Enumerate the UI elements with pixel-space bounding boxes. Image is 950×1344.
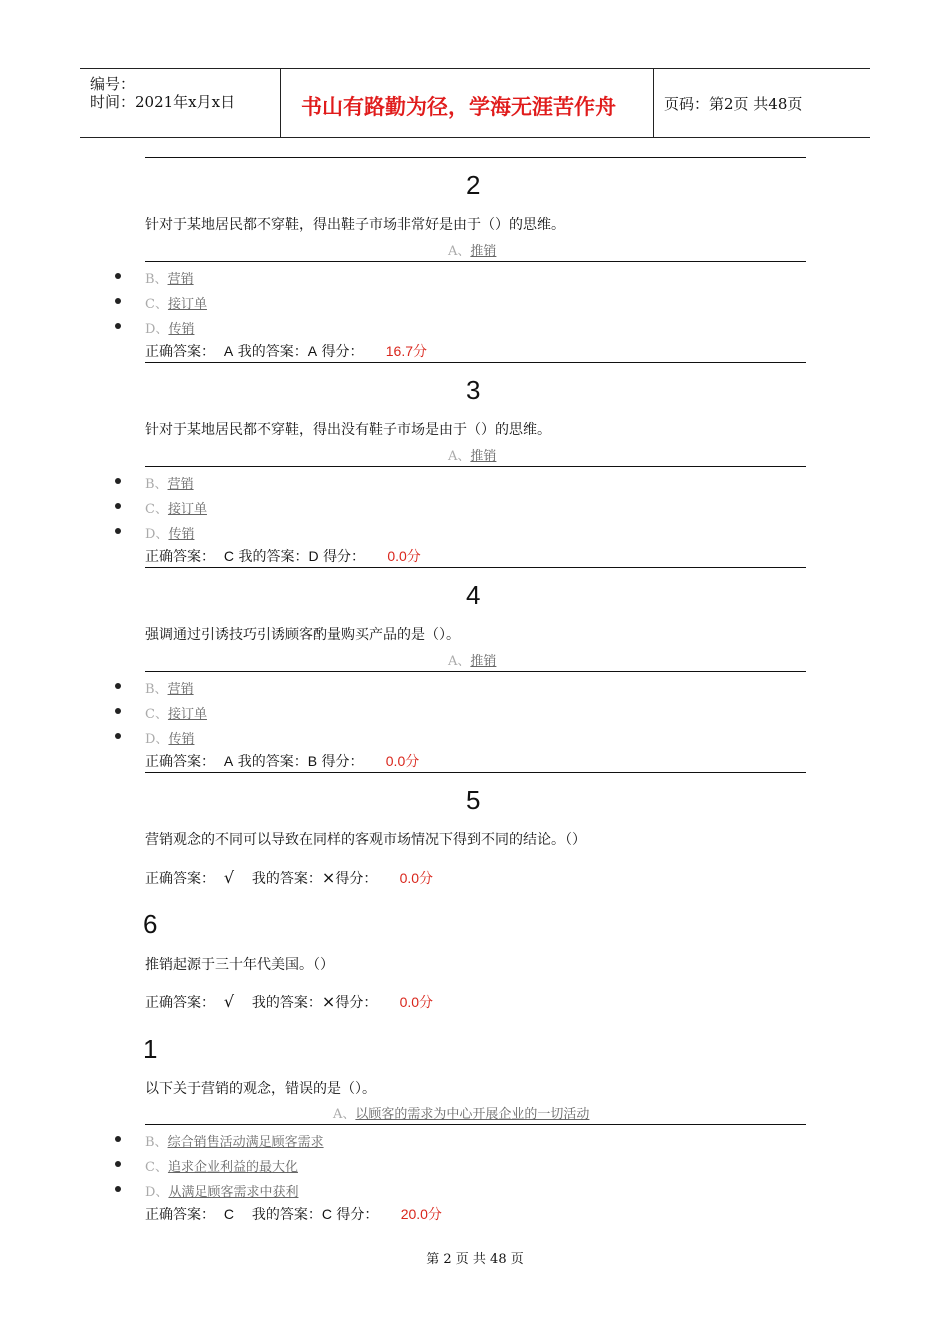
question-number: 3 (466, 375, 481, 405)
my-answer: D (308, 548, 319, 564)
option-d[interactable] (145, 1181, 298, 1200)
bullet (115, 528, 121, 534)
option-d[interactable] (145, 728, 194, 747)
option-text: 接订单 (167, 297, 207, 312)
option-b[interactable] (145, 678, 194, 697)
option-letter: D、 (145, 322, 169, 337)
header-info-cell (80, 69, 281, 137)
question-number: 6 (143, 909, 158, 939)
score-value: 0.0分 (399, 994, 434, 1010)
option-text: 传销 (168, 322, 195, 337)
option-letter: B、 (145, 682, 168, 697)
option-letter: B、 (145, 477, 168, 492)
answer-line (145, 992, 433, 1012)
option-letter: B、 (145, 1135, 168, 1150)
option-letter: A、 (333, 1107, 356, 1122)
option-b[interactable] (145, 268, 194, 287)
bullet (115, 503, 121, 509)
option-text: 追求企业利益的最大化 (167, 1160, 298, 1175)
divider (145, 157, 806, 158)
page-label: 页码：第2页 共48页 (664, 95, 803, 113)
option-letter: C、 (145, 1160, 168, 1175)
correct-answer-label: 正确答案： (145, 871, 215, 887)
option-text: 推销 (470, 449, 497, 464)
option-letter: A、 (448, 654, 471, 669)
correct-answer: A (223, 753, 234, 769)
score-label: 得分： (336, 1207, 379, 1223)
option-d[interactable] (145, 318, 194, 337)
answer-line (145, 1204, 442, 1224)
answer-line (145, 868, 433, 888)
option-text: 接订单 (167, 502, 207, 517)
question-text: 强调通过引诱技巧引诱顾客酌量购买产品的是（）。 (145, 627, 460, 643)
my-answer-label: 我的答案： (238, 549, 309, 565)
correct-answer: √ (223, 992, 235, 1011)
score-value: 0.0分 (385, 753, 420, 769)
option-text: 传销 (168, 527, 195, 542)
correct-answer-label: 正确答案： (145, 1207, 215, 1223)
question-text: 营销观念的不同可以导致在同样的客观市场情况下得到不同的结论。（） (145, 832, 586, 848)
question-text: 以下关于营销的观念，错误的是（）。 (145, 1081, 376, 1097)
page-header (80, 68, 870, 138)
option-letter: D、 (145, 527, 169, 542)
score-value: 0.0分 (387, 548, 421, 564)
option-text: 传销 (168, 732, 195, 747)
option-a[interactable] (448, 445, 496, 464)
option-letter: C、 (145, 707, 168, 722)
score-label: 得分： (323, 549, 366, 565)
option-a[interactable] (448, 240, 496, 259)
bullet (115, 708, 121, 714)
question-number: 1 (143, 1034, 158, 1064)
my-answer-label: 我的答案： (251, 1207, 322, 1223)
score-value: 0.0分 (399, 870, 434, 886)
my-answer: × (321, 992, 336, 1011)
bullet (115, 1186, 121, 1192)
option-b[interactable] (145, 1131, 324, 1150)
option-text: 从满足顾客需求中获利 (168, 1185, 299, 1200)
option-letter: C、 (145, 502, 168, 517)
my-answer-label: 我的答案： (237, 344, 308, 360)
answer-line (145, 751, 419, 771)
correct-answer-label: 正确答案： (145, 754, 215, 770)
answer-line (145, 341, 427, 361)
option-a[interactable] (333, 1103, 589, 1122)
answer-line (145, 546, 421, 566)
option-letter: D、 (145, 732, 169, 747)
correct-answer: A (223, 343, 234, 359)
option-a[interactable] (448, 650, 496, 669)
option-letter: A、 (448, 449, 471, 464)
option-text: 综合销售活动满足顾客需求 (167, 1135, 324, 1150)
bullet (115, 733, 121, 739)
score-label: 得分： (321, 344, 364, 360)
divider (145, 772, 806, 773)
header-page-cell (654, 69, 870, 137)
option-text: 营销 (167, 682, 194, 697)
my-answer: A (307, 343, 318, 359)
score-label: 得分： (335, 871, 378, 887)
question-text: 推销起源于三十年代美国。（） (145, 957, 334, 973)
score-value: 16.7分 (385, 343, 428, 359)
my-answer-label: 我的答案： (237, 754, 308, 770)
option-c[interactable] (145, 703, 207, 722)
score-label: 得分： (335, 995, 378, 1011)
question-text: 针对于某地居民都不穿鞋，得出鞋子市场非常好是由于（）的思维。 (145, 217, 565, 233)
option-c[interactable] (145, 1156, 298, 1175)
date-label: 时间：2021年x月x日 (90, 93, 236, 111)
correct-answer-label: 正确答案： (145, 549, 215, 565)
divider (145, 671, 806, 672)
my-answer-label: 我的答案： (251, 871, 322, 887)
option-letter: D、 (145, 1185, 169, 1200)
correct-answer-label: 正确答案： (145, 995, 215, 1011)
option-letter: C、 (145, 297, 168, 312)
question-number: 2 (466, 170, 481, 200)
my-answer: B (307, 753, 318, 769)
score-label: 得分： (321, 754, 364, 770)
bullet (115, 298, 121, 304)
correct-answer: C (223, 1206, 235, 1222)
score-value: 20.0分 (400, 1206, 442, 1222)
motto: 书山有路勤为径，学海无涯苦作舟 (301, 94, 616, 119)
option-c[interactable] (145, 498, 207, 517)
bullet (115, 478, 121, 484)
my-answer: C (321, 1206, 332, 1222)
option-letter: A、 (448, 244, 471, 259)
correct-answer-label: 正确答案： (145, 344, 215, 360)
bullet (115, 683, 121, 689)
bullet (115, 1136, 121, 1142)
my-answer-label: 我的答案： (251, 995, 322, 1011)
question-number: 4 (466, 580, 481, 610)
divider (145, 261, 806, 262)
bullet (115, 323, 121, 329)
question-text: 针对于某地居民都不穿鞋，得出没有鞋子市场是由于（）的思维。 (145, 422, 551, 438)
correct-answer: √ (223, 868, 235, 887)
my-answer: × (321, 868, 336, 887)
option-text: 营销 (167, 272, 194, 287)
bullet (115, 273, 121, 279)
bullet (115, 1161, 121, 1167)
question-number: 5 (466, 785, 481, 815)
option-text: 推销 (470, 654, 497, 669)
number-label: 编号： (90, 75, 136, 93)
correct-answer: C (223, 548, 235, 564)
header-motto-cell (281, 69, 654, 137)
option-b[interactable] (145, 473, 194, 492)
divider (145, 362, 806, 363)
option-text: 推销 (470, 244, 497, 259)
option-d[interactable] (145, 523, 194, 542)
option-letter: B、 (145, 272, 168, 287)
page-footer: 第 2 页 共 48 页 (426, 1252, 524, 1267)
option-text: 营销 (167, 477, 194, 492)
divider (145, 1124, 806, 1125)
option-text: 以顾客的需求为中心开展企业的一切活动 (355, 1107, 590, 1122)
option-c[interactable] (145, 293, 207, 312)
divider (145, 466, 806, 467)
option-text: 接订单 (167, 707, 207, 722)
divider (145, 567, 806, 568)
